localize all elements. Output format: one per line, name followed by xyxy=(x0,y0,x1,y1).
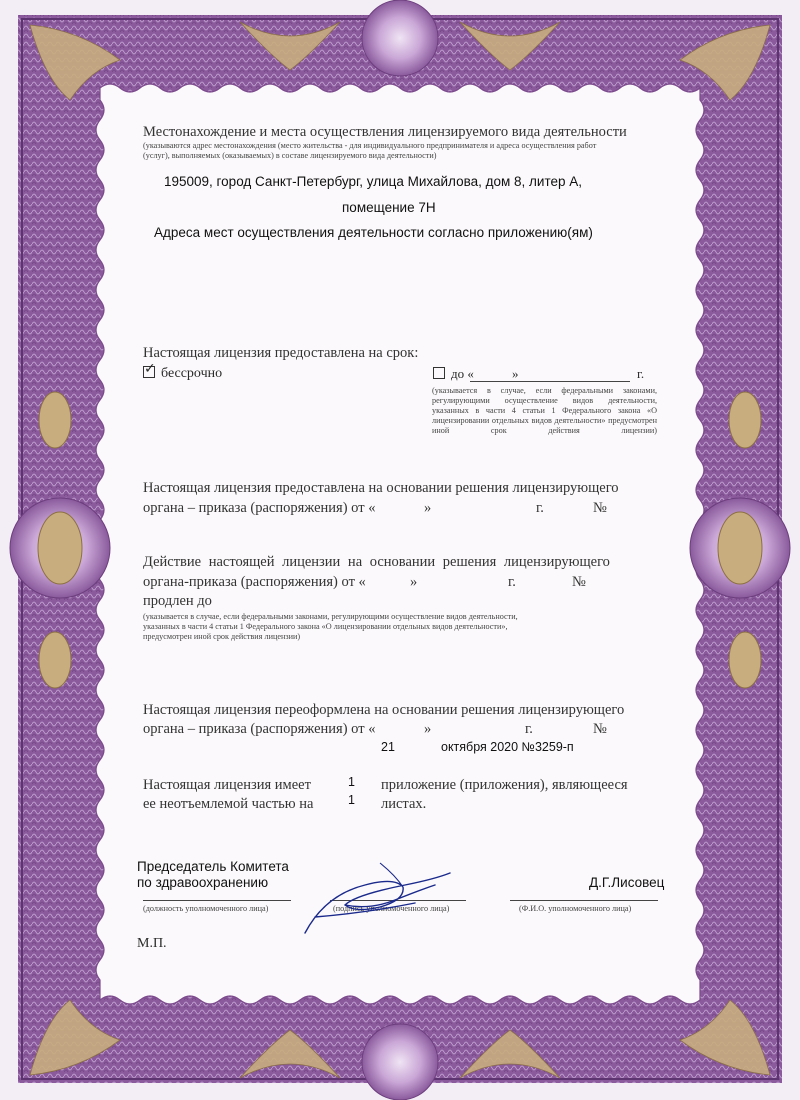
reissue-day: 21 xyxy=(381,740,395,754)
extension-note: (указывается в случае, если федеральными законами, регулирующими осуществление видов деятельности, указанных в части 4 статьи 1 Федерального закона «О лицензировании отдельных видов деятельности», предусмотрен иной срок действия лицензии) xyxy=(143,612,518,641)
signatory-name: Д.Г.Лисовец xyxy=(589,875,665,890)
address-line-3: Адреса мест осуществления деятельности согласно приложению(ям) xyxy=(154,225,593,240)
extension-quote-close: » xyxy=(410,574,418,590)
extension-line3: продлен до xyxy=(143,593,212,609)
until-note: (указывается в случае, если федеральными законами, регулирующими осуществление видов деятельности, указанных в части 4 статьи 1 Федерального закона «О лицензировании отдельных видов деятельности» предусмотрен иной срок действия лицензии) xyxy=(432,386,657,435)
indefinite-label: бессрочно xyxy=(161,366,223,381)
indefinite-checkbox xyxy=(143,366,155,378)
signatory-position-line2: по здравоохранению xyxy=(137,875,269,890)
seal-place: М.П. xyxy=(137,936,167,951)
appendix-line2-suffix: листах. xyxy=(381,796,427,812)
location-heading: Местонахождение и места осуществления лицензируемого вида деятельности xyxy=(143,124,627,140)
appendix-sheets: 1 xyxy=(348,793,355,807)
position-line xyxy=(143,900,291,901)
name-line xyxy=(510,900,658,901)
reissue-number-sign: № xyxy=(593,721,607,737)
basis-line1: Настоящая лицензия предоставлена на основании решения лицензирующего xyxy=(143,480,619,496)
appendix-line2-prefix: ее неотъемлемой частью на xyxy=(143,796,314,812)
term-heading: Настоящая лицензия предоставлена на срок: xyxy=(143,345,419,361)
basis-year-suffix: г. xyxy=(536,500,544,516)
reissue-line2: органа – приказа (распоряжения) от « xyxy=(143,721,376,737)
extension-year-suffix: г. xyxy=(508,574,516,590)
caption-signature: (подпись уполномоченного лица) xyxy=(333,904,450,913)
basis-quote-close: » xyxy=(424,500,432,516)
until-quote-close: » xyxy=(512,366,519,381)
appendix-count: 1 xyxy=(348,775,355,789)
address-line-2: помещение 7Н xyxy=(342,200,436,215)
term-indefinite-option xyxy=(143,366,222,382)
extension-number-sign: № xyxy=(572,574,586,590)
until-label: до « xyxy=(451,366,474,381)
address-line-1: 195009, город Санкт-Петербург, улица Михайлова, дом 8, литер А, xyxy=(164,174,583,189)
basis-line2: органа – приказа (распоряжения) от « xyxy=(143,500,376,516)
term-until-option xyxy=(433,366,474,382)
until-date-line xyxy=(470,381,630,382)
basis-number-sign: № xyxy=(593,500,607,516)
signatory-position-line1: Председатель Комитета xyxy=(137,859,289,874)
until-year-suffix: г. xyxy=(637,366,645,381)
caption-position: (должность уполномоченного лица) xyxy=(143,904,269,913)
reissue-month-year-number: октября 2020 №3259-п xyxy=(441,740,574,754)
appendix-line1-suffix: приложение (приложения), являющееся xyxy=(381,777,628,793)
handwritten-signature xyxy=(285,855,475,945)
reissue-line1: Настоящая лицензия переоформлена на основании решения лицензирующего xyxy=(143,702,625,718)
location-note-line2: (услуг), выполняемых (оказываемых) в составе лицензируемого вида деятельности) xyxy=(143,151,437,160)
until-checkbox xyxy=(433,367,445,379)
location-note-line1: (указываются адрес местонахождения (место жительства - для индивидуального предпринимателя и адреса осуществления работ xyxy=(143,141,597,150)
reissue-quote-close: » xyxy=(424,721,432,737)
appendix-line1-prefix: Настоящая лицензия имеет xyxy=(143,777,311,793)
extension-line2: органа-приказа (распоряжения) от « xyxy=(143,574,366,590)
caption-name: (Ф.И.О. уполномоченного лица) xyxy=(519,904,632,913)
reissue-year-suffix: г. xyxy=(525,721,533,737)
extension-line1: Действие настоящей лицензии на основании решения лицензирующего xyxy=(143,554,610,570)
